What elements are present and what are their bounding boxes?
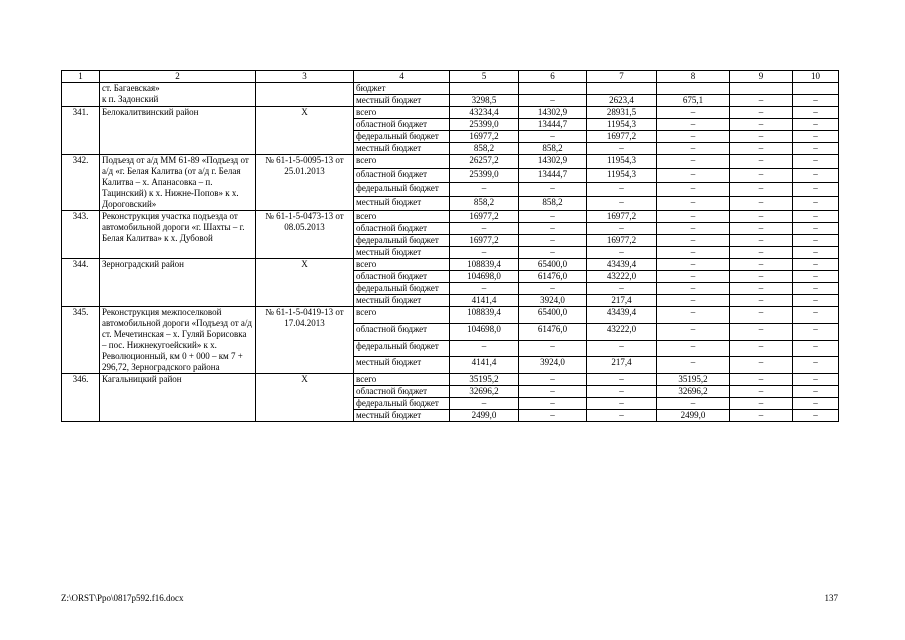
table-row	[62, 155, 839, 169]
amount-cell: –	[657, 307, 730, 324]
amount-cell: –	[730, 357, 793, 374]
object-name-line: ст. Багаевская»	[102, 83, 160, 93]
amount-cell: –	[730, 374, 793, 386]
object-name	[100, 83, 256, 107]
table-row	[62, 107, 839, 119]
amount-cell: –	[657, 235, 730, 247]
amount-cell: 25399,0	[450, 169, 519, 183]
amount-cell: –	[519, 223, 587, 235]
amount-cell: –	[730, 386, 793, 398]
amount-cell: –	[519, 211, 587, 223]
amount-cell: 43222,0	[587, 323, 657, 340]
funding-source: бюджет	[354, 83, 450, 95]
amount-cell: –	[793, 119, 839, 131]
table-row	[62, 307, 839, 324]
amount-cell: –	[587, 247, 657, 259]
object-name: Реконструкция участка подъезда от автомобильной дороги «г. Шахты – г. Белая Калитва» к х. Дубовой	[100, 211, 256, 259]
amount-cell: –	[657, 183, 730, 197]
amount-cell: 43439,4	[587, 259, 657, 271]
amount-cell: –	[657, 223, 730, 235]
document-ref: Х	[256, 107, 354, 155]
amount-cell: –	[730, 283, 793, 295]
funding-source: федеральный бюджет	[354, 131, 450, 143]
amount-cell: 2499,0	[450, 410, 519, 422]
funding-source: областной бюджет	[354, 271, 450, 283]
amount-cell: –	[793, 357, 839, 374]
amount-cell: 3924,0	[519, 357, 587, 374]
amount-cell: 43439,4	[587, 307, 657, 324]
document-ref: Х	[256, 259, 354, 307]
table-body	[62, 83, 839, 422]
amount-cell: –	[657, 143, 730, 155]
amount-cell: 32696,2	[657, 386, 730, 398]
amount-cell: 3298,5	[450, 95, 519, 107]
amount-cell: 16977,2	[450, 211, 519, 223]
amount-cell: –	[450, 340, 519, 357]
amount-cell: –	[657, 107, 730, 119]
amount-cell: –	[450, 398, 519, 410]
amount-cell: –	[730, 131, 793, 143]
row-number: 344.	[62, 259, 100, 307]
amount-cell: –	[793, 295, 839, 307]
funding-source: местный бюджет	[354, 410, 450, 422]
table-row	[62, 211, 839, 223]
amount-cell: 104698,0	[450, 271, 519, 283]
budget-table	[61, 70, 839, 422]
amount-cell: 104698,0	[450, 323, 519, 340]
amount-cell: –	[587, 398, 657, 410]
amount-cell: –	[587, 183, 657, 197]
amount-cell: –	[793, 283, 839, 295]
amount-cell: –	[587, 386, 657, 398]
table-row	[62, 374, 839, 386]
amount-cell: –	[657, 211, 730, 223]
amount-cell: –	[793, 410, 839, 422]
row-number	[62, 83, 100, 107]
amount-cell: –	[657, 271, 730, 283]
amount-cell: 65400,0	[519, 307, 587, 324]
amount-cell: –	[657, 119, 730, 131]
col-header: 6	[519, 71, 587, 83]
funding-source: всего	[354, 211, 450, 223]
amount-cell: –	[793, 340, 839, 357]
amount-cell: 65400,0	[519, 259, 587, 271]
amount-cell: 13444,7	[519, 169, 587, 183]
amount-cell: 26257,2	[450, 155, 519, 169]
amount-cell: –	[657, 169, 730, 183]
amount-cell: –	[730, 410, 793, 422]
amount-cell: –	[793, 307, 839, 324]
amount-cell: 43234,4	[450, 107, 519, 119]
amount-cell: 35195,2	[657, 374, 730, 386]
amount-cell: 217,4	[587, 357, 657, 374]
document-ref: Х	[256, 374, 354, 422]
funding-source: областной бюджет	[354, 386, 450, 398]
object-name: Зерноградский район	[100, 259, 256, 307]
amount-cell: 61476,0	[519, 323, 587, 340]
amount-cell: –	[730, 307, 793, 324]
amount-cell: –	[657, 155, 730, 169]
amount-cell: 2499,0	[657, 410, 730, 422]
amount-cell: –	[793, 223, 839, 235]
amount-cell: –	[793, 143, 839, 155]
amount-cell: 61476,0	[519, 271, 587, 283]
object-name: Кагальницкий район	[100, 374, 256, 422]
col-header: 4	[354, 71, 450, 83]
funding-source: федеральный бюджет	[354, 283, 450, 295]
amount-cell: –	[730, 143, 793, 155]
amount-cell	[450, 83, 519, 95]
amount-cell: –	[657, 197, 730, 211]
col-header: 5	[450, 71, 519, 83]
funding-source: всего	[354, 107, 450, 119]
amount-cell: 11954,3	[587, 119, 657, 131]
amount-cell: –	[730, 107, 793, 119]
amount-cell: –	[793, 398, 839, 410]
funding-source: областной бюджет	[354, 223, 450, 235]
amount-cell: –	[519, 398, 587, 410]
amount-cell: –	[730, 398, 793, 410]
funding-source: федеральный бюджет	[354, 183, 450, 197]
amount-cell: –	[793, 259, 839, 271]
amount-cell: –	[730, 169, 793, 183]
object-name: Белокалитвинский район	[100, 107, 256, 155]
funding-source: областной бюджет	[354, 323, 450, 340]
amount-cell: 858,2	[450, 197, 519, 211]
object-name: Подъезд от а/д ММ 61-89 «Подъезд от а/д «г. Белая Калитва (от а/д г. Белая Калитва – х. Апанасовка – п. Тацинский) к х. Нижне-Попов» к х. Дороговский»	[100, 155, 256, 211]
row-number: 345.	[62, 307, 100, 374]
row-number: 343.	[62, 211, 100, 259]
amount-cell: –	[730, 155, 793, 169]
amount-cell: 858,2	[450, 143, 519, 155]
amount-cell: –	[793, 197, 839, 211]
amount-cell: –	[793, 235, 839, 247]
amount-cell: –	[793, 155, 839, 169]
amount-cell: –	[657, 357, 730, 374]
table-row	[62, 259, 839, 271]
amount-cell	[730, 83, 793, 95]
amount-cell: –	[657, 283, 730, 295]
table-row	[62, 83, 839, 95]
amount-cell: 14302,9	[519, 155, 587, 169]
amount-cell: –	[730, 235, 793, 247]
amount-cell	[657, 83, 730, 95]
amount-cell: –	[519, 374, 587, 386]
funding-source: местный бюджет	[354, 295, 450, 307]
amount-cell: –	[450, 283, 519, 295]
amount-cell: –	[793, 247, 839, 259]
funding-source: всего	[354, 259, 450, 271]
funding-source: местный бюджет	[354, 143, 450, 155]
amount-cell: –	[793, 323, 839, 340]
amount-cell: –	[793, 107, 839, 119]
row-number: 341.	[62, 107, 100, 155]
funding-source: всего	[354, 307, 450, 324]
amount-cell: –	[587, 340, 657, 357]
amount-cell: 858,2	[519, 197, 587, 211]
amount-cell: 32696,2	[450, 386, 519, 398]
file-path: Z:\ORST\Ppo\0817p592.f16.docx	[61, 593, 184, 603]
amount-cell: –	[587, 410, 657, 422]
funding-source: федеральный бюджет	[354, 398, 450, 410]
amount-cell: 3924,0	[519, 295, 587, 307]
amount-cell: 16977,2	[587, 235, 657, 247]
amount-cell: –	[730, 323, 793, 340]
amount-cell: –	[519, 235, 587, 247]
row-number: 342.	[62, 155, 100, 211]
amount-cell: 16977,2	[587, 131, 657, 143]
col-header: 1	[62, 71, 100, 83]
header-row	[62, 71, 839, 83]
funding-source: всего	[354, 374, 450, 386]
funding-source: областной бюджет	[354, 169, 450, 183]
amount-cell: –	[793, 169, 839, 183]
funding-source: местный бюджет	[354, 95, 450, 107]
amount-cell: –	[730, 211, 793, 223]
funding-source: всего	[354, 155, 450, 169]
funding-source: областной бюджет	[354, 119, 450, 131]
amount-cell: –	[657, 340, 730, 357]
funding-source: местный бюджет	[354, 357, 450, 374]
amount-cell: –	[730, 271, 793, 283]
col-header: 3	[256, 71, 354, 83]
amount-cell: –	[519, 131, 587, 143]
amount-cell: –	[657, 295, 730, 307]
amount-cell: –	[519, 340, 587, 357]
amount-cell: –	[587, 143, 657, 155]
amount-cell	[519, 83, 587, 95]
amount-cell: –	[519, 95, 587, 107]
amount-cell: –	[730, 259, 793, 271]
amount-cell: 4141,4	[450, 357, 519, 374]
funding-source: местный бюджет	[354, 247, 450, 259]
row-number: 346.	[62, 374, 100, 422]
document-ref: № 61-1-5-0473-13 от 08.05.2013	[256, 211, 354, 259]
amount-cell: –	[587, 374, 657, 386]
col-header: 10	[793, 71, 839, 83]
amount-cell: 28931,5	[587, 107, 657, 119]
amount-cell: –	[450, 247, 519, 259]
document-ref: № 61-1-5-0419-13 от 17.04.2013	[256, 307, 354, 374]
amount-cell: –	[730, 119, 793, 131]
amount-cell	[793, 83, 839, 95]
col-header: 7	[587, 71, 657, 83]
amount-cell: 16977,2	[450, 131, 519, 143]
amount-cell: –	[657, 259, 730, 271]
col-header: 2	[100, 71, 256, 83]
col-header: 8	[657, 71, 730, 83]
amount-cell: –	[730, 247, 793, 259]
amount-cell: 35195,2	[450, 374, 519, 386]
page-number: 137	[824, 593, 838, 603]
amount-cell: –	[793, 183, 839, 197]
amount-cell: –	[587, 197, 657, 211]
amount-cell: 14302,9	[519, 107, 587, 119]
document-ref: № 61-1-5-0095-13 от 25.01.2013	[256, 155, 354, 211]
amount-cell: –	[450, 223, 519, 235]
amount-cell: –	[519, 410, 587, 422]
amount-cell: –	[730, 95, 793, 107]
amount-cell: –	[657, 247, 730, 259]
amount-cell: 16977,2	[587, 211, 657, 223]
funding-source: федеральный бюджет	[354, 340, 450, 357]
amount-cell: 4141,4	[450, 295, 519, 307]
amount-cell: –	[793, 386, 839, 398]
amount-cell: –	[793, 374, 839, 386]
document-ref	[256, 83, 354, 107]
amount-cell: 675,1	[657, 95, 730, 107]
amount-cell: 108839,4	[450, 259, 519, 271]
amount-cell: –	[730, 183, 793, 197]
amount-cell: 11954,3	[587, 169, 657, 183]
amount-cell: –	[519, 247, 587, 259]
funding-source: местный бюджет	[354, 197, 450, 211]
amount-cell: –	[730, 295, 793, 307]
amount-cell: 217,4	[587, 295, 657, 307]
amount-cell: –	[519, 283, 587, 295]
amount-cell: 43222,0	[587, 271, 657, 283]
amount-cell: 108839,4	[450, 307, 519, 324]
amount-cell: –	[793, 131, 839, 143]
amount-cell: 16977,2	[450, 235, 519, 247]
amount-cell: –	[519, 386, 587, 398]
amount-cell: –	[793, 95, 839, 107]
amount-cell: –	[450, 183, 519, 197]
amount-cell: –	[730, 340, 793, 357]
amount-cell: –	[657, 323, 730, 340]
amount-cell: –	[587, 283, 657, 295]
amount-cell: –	[657, 131, 730, 143]
object-name: Реконструкция межпоселковой автомобильной дороги «Подъезд от а/д ст. Мечетинская – х. Гуляй Борисовка – пос. Нижнекугоейский» к х. Революционный, км 0 + 000 – км 7 + 296,72, Зерноградского района	[100, 307, 256, 374]
amount-cell: –	[730, 197, 793, 211]
amount-cell: 2623,4	[587, 95, 657, 107]
amount-cell: 11954,3	[587, 155, 657, 169]
object-name-line: к п. Задонский	[102, 94, 159, 104]
amount-cell	[587, 83, 657, 95]
amount-cell: –	[793, 211, 839, 223]
amount-cell: –	[657, 398, 730, 410]
amount-cell: –	[730, 223, 793, 235]
amount-cell: –	[587, 223, 657, 235]
col-header: 9	[730, 71, 793, 83]
funding-source: федеральный бюджет	[354, 235, 450, 247]
amount-cell: –	[793, 271, 839, 283]
amount-cell: 858,2	[519, 143, 587, 155]
amount-cell: 13444,7	[519, 119, 587, 131]
amount-cell: 25399,0	[450, 119, 519, 131]
amount-cell: –	[519, 183, 587, 197]
